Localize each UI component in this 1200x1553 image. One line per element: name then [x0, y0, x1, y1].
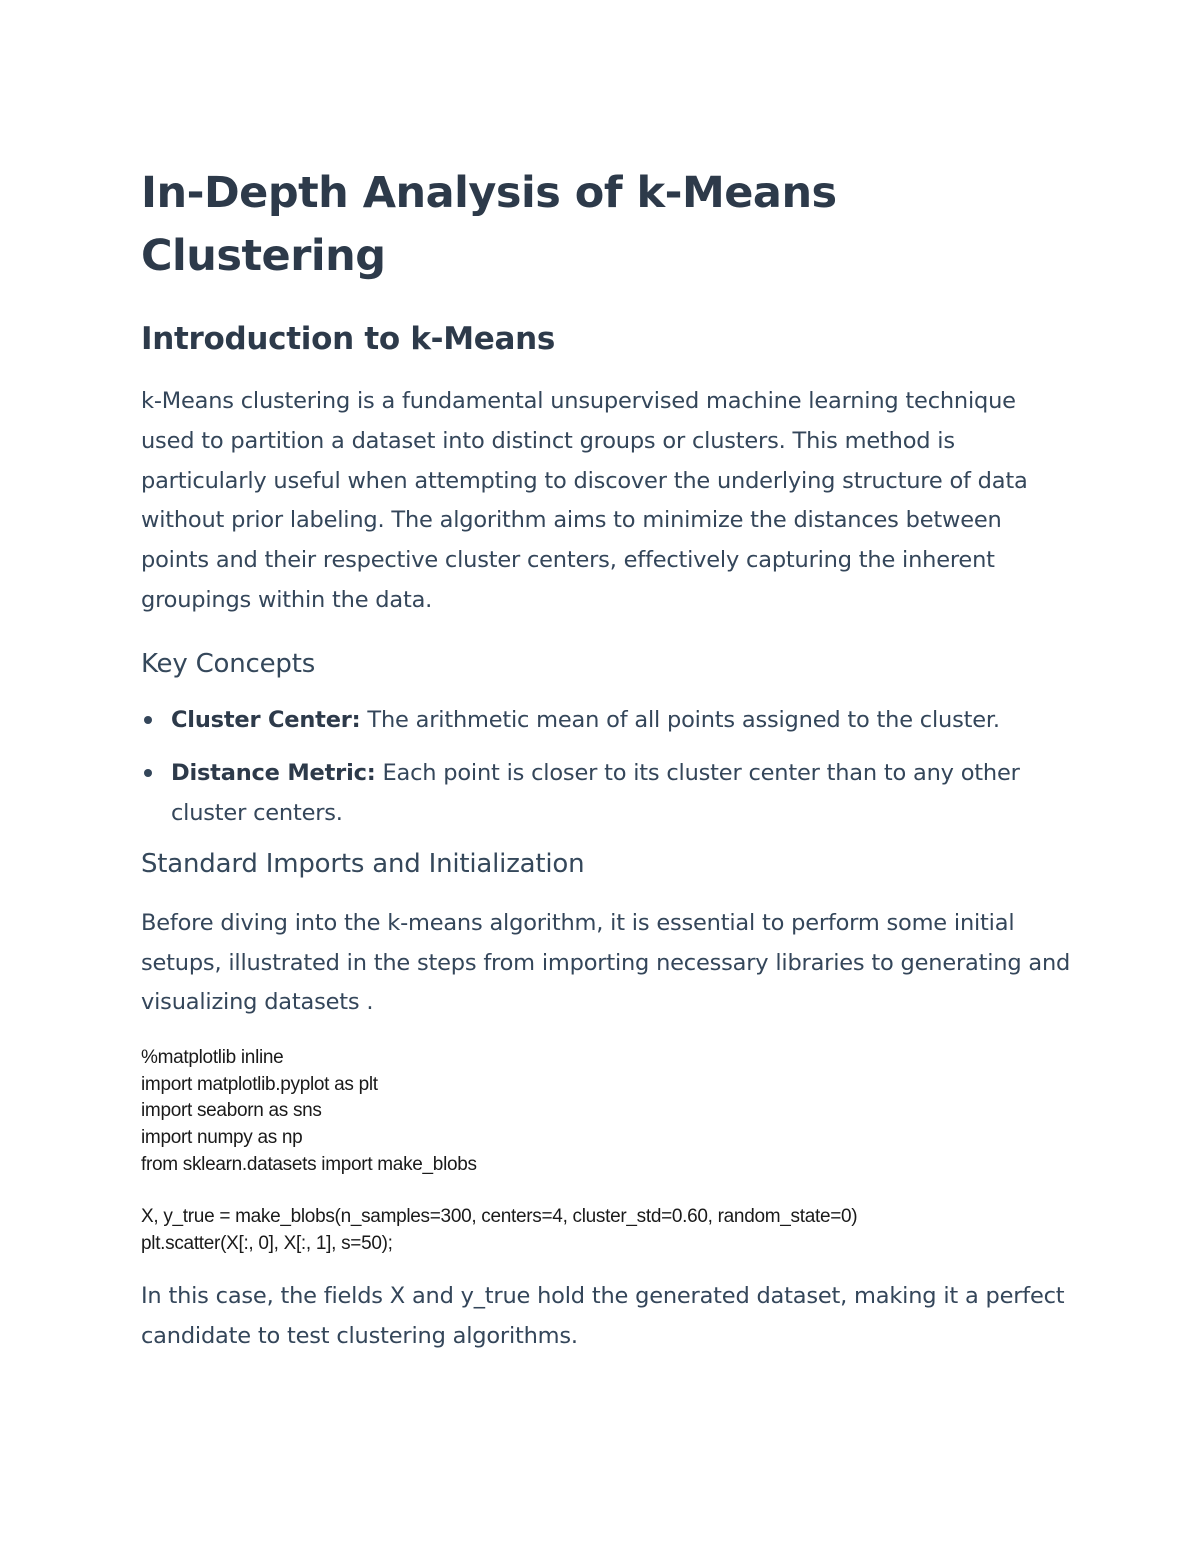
document-page	[141, 162, 1076, 1357]
concept-term: Distance Metric:	[171, 759, 376, 786]
code-line: from sklearn.datasets import make_blobs	[141, 1153, 477, 1175]
intro-heading: Introduction to k-Means	[141, 321, 556, 357]
list-item	[141, 753, 1076, 833]
intro-paragraph: k-Means clustering is a fundamental unsupervised machine learning technique used to partition a dataset into distinct groups or clusters. This method is particularly useful when attempting to discover the underlying structure of data without prior labeling. The algorithm aims to minimize the distances between points and their respective cluster centers, effectively capturing the inherent groupings within the data.	[141, 388, 1028, 613]
imports-heading: Standard Imports and Initialization	[141, 848, 585, 879]
list-item	[141, 700, 1076, 740]
concept-term: Cluster Center:	[171, 706, 361, 733]
key-concepts-list	[141, 700, 1076, 833]
code-line: plt.scatter(X[:, 0], X[:, 1], s=50);	[141, 1232, 393, 1254]
code-spacer	[141, 1178, 1076, 1204]
code-line: %matplotlib inline	[141, 1047, 284, 1069]
code-line: import numpy as np	[141, 1126, 303, 1148]
bullet-icon	[144, 769, 152, 777]
bullet-icon	[144, 716, 152, 724]
closing-paragraph: In this case, the fields X and y_true hold the generated dataset, making it a perfect candidate to test clustering algorithms.	[141, 1283, 1065, 1350]
code-line: import seaborn as sns	[141, 1100, 322, 1122]
code-line: import matplotlib.pyplot as plt	[141, 1073, 378, 1095]
imports-paragraph: Before diving into the k-means algorithm, it is essential to perform some initial setups, illustrated in the steps from importing necessary libraries to generating and visualizing datasets .	[141, 909, 1071, 1016]
code-line: X, y_true = make_blobs(n_samples=300, centers=4, cluster_std=0.60, random_state=0)	[141, 1206, 858, 1228]
document-title: In-Depth Analysis of k-Means Clustering	[141, 168, 837, 281]
code-block	[141, 1045, 1076, 1257]
key-concepts-heading: Key Concepts	[141, 648, 316, 679]
concept-description: Each point is closer to its cluster center than to any other cluster centers.	[171, 759, 1020, 826]
concept-description: The arithmetic mean of all points assigned to the cluster.	[360, 706, 1000, 733]
